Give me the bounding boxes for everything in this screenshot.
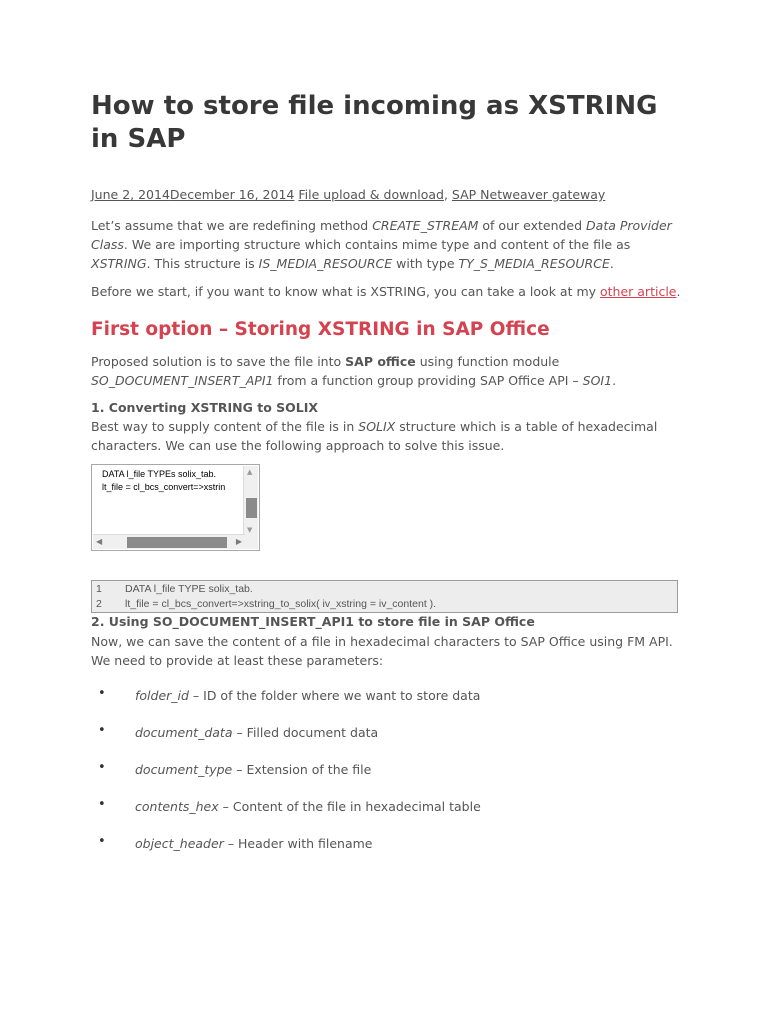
bullet-icon: • — [98, 834, 106, 849]
other-article-link[interactable]: other article — [600, 284, 677, 299]
code-frame-text — [102, 468, 246, 494]
line-number: 1 — [96, 583, 102, 595]
bullet-icon: • — [98, 797, 106, 812]
intro-paragraph: Let’s assume that we are redefining method CREATE_STREAM of our extended Data Provider Class. We are importing structure which contains mime type and content of the file as XSTRING. This structure is IS_MEDIA_RESOURCE with type TY_S_MEDIA_RESOURCE. — [91, 218, 672, 271]
proposed-paragraph: Proposed solution is to save the file into SAP office using function module SO_DOCUMENT_INSERT_API1 from a function group providing SAP Office API – SOI1. — [91, 354, 617, 388]
step1-heading: 1. Converting XSTRING to SOLIX — [91, 400, 319, 415]
bullet-icon: • — [98, 723, 106, 738]
param-desc: – Filled document data — [232, 725, 379, 740]
vertical-scroll-thumb[interactable] — [246, 498, 257, 518]
step1-paragraph: Best way to supply content of the file is in SOLIX structure which is a table of hexadecimal characters. We can use the following approach to solve this issue. — [91, 419, 658, 453]
line-number: 2 — [96, 598, 102, 610]
code-frame[interactable] — [91, 464, 260, 551]
step2-paragraph: Now, we can save the content of a file in hexadecimal characters to SAP Office using FM API. We need to provide at least these parameters: — [91, 634, 673, 668]
param-name: document_type — [135, 762, 233, 777]
param-name: contents_hex — [135, 799, 219, 814]
updated-date: December 16, 2014 — [169, 187, 295, 202]
param-name: document_data — [135, 725, 233, 740]
section-heading: First option – Storing XSTRING in SAP Office — [91, 319, 550, 340]
bullet-icon: • — [98, 760, 106, 775]
scroll-right-arrow-icon[interactable]: ▶ — [235, 537, 242, 546]
category-separator: , — [443, 187, 452, 202]
code-source: DATA l_file TYPE solix_tab. — [125, 583, 253, 595]
param-desc: – Header with filename — [223, 836, 373, 851]
post-meta — [91, 187, 605, 202]
category-link-gateway[interactable]: SAP Netweaver gateway — [451, 187, 606, 202]
scroll-up-arrow-icon[interactable]: ▲ — [247, 468, 253, 476]
step2-heading: 2. Using SO_DOCUMENT_INSERT_API1 to store file in SAP Office — [91, 614, 535, 629]
horizontal-scrollbar[interactable] — [93, 534, 245, 549]
horizontal-scroll-thumb[interactable] — [127, 537, 227, 548]
page-title: How to store file incoming as XSTRING in SAP — [91, 91, 658, 154]
code-source: lt_file = cl_bcs_convert=>xstring_to_solix( iv_xstring = iv_content ). — [125, 598, 437, 610]
code-frame-line: DATA l_file TYPEs solix_tab. — [102, 469, 217, 479]
code-block — [91, 580, 678, 613]
vertical-scrollbar[interactable] — [243, 466, 258, 536]
param-name: object_header — [135, 836, 224, 851]
before-paragraph: Before we start, if you want to know what is XSTRING, you can take a look at my other article. — [91, 284, 681, 299]
param-name: folder_id — [135, 688, 189, 703]
param-desc: – Content of the file in hexadecimal table — [218, 799, 481, 814]
category-link-file-upload[interactable]: File upload & download — [298, 187, 444, 202]
param-desc: – ID of the folder where we want to store data — [188, 688, 481, 703]
scroll-down-arrow-icon[interactable]: ▼ — [247, 526, 253, 534]
scroll-left-arrow-icon[interactable]: ◀ — [96, 537, 103, 546]
bullet-icon: • — [98, 686, 106, 701]
post-date-link[interactable] — [91, 187, 294, 202]
param-desc: – Extension of the file — [232, 762, 372, 777]
published-date: June 2, 2014 — [91, 187, 170, 202]
code-frame-line: lt_file = cl_bcs_convert=>xstrin — [102, 482, 226, 492]
scrollbar-corner — [244, 535, 258, 549]
